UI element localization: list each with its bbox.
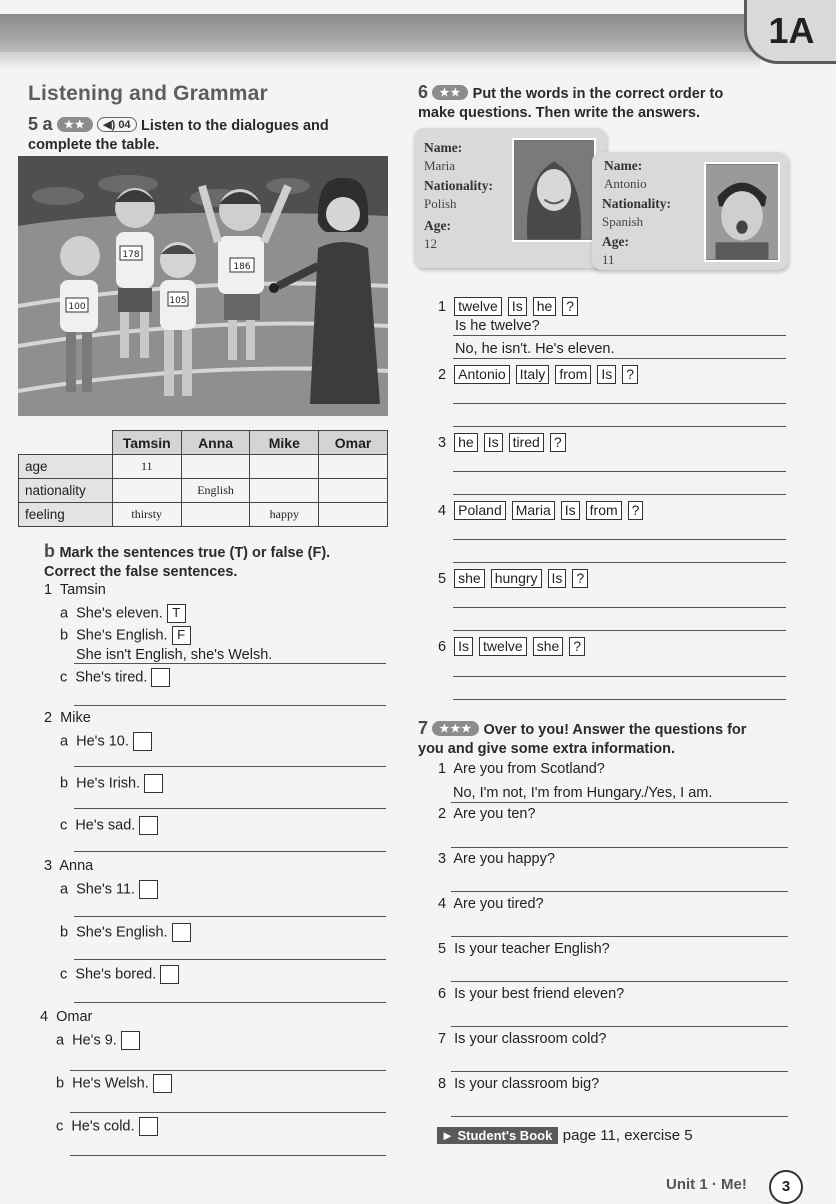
tf-item: b He's Welsh. — [56, 1074, 172, 1093]
answer-line[interactable] — [451, 1071, 788, 1072]
card-nationality: Polish — [424, 196, 457, 211]
word-chip[interactable]: she — [533, 637, 564, 656]
bib-186: 186 — [233, 262, 251, 272]
answer-line[interactable] — [74, 1002, 386, 1003]
answer-line[interactable] — [74, 808, 386, 809]
card-age: 11 — [602, 252, 615, 267]
answer-line[interactable] — [451, 802, 788, 803]
group-title: 4 Omar — [40, 1009, 93, 1025]
bib-100: 100 — [68, 302, 86, 312]
tf-checkbox[interactable] — [139, 816, 158, 835]
students-book-tag: ► Student's Book — [437, 1127, 558, 1144]
answer-line[interactable] — [451, 847, 788, 848]
ex7-question: 5 Is your teacher English? — [438, 941, 610, 957]
tf-checkbox[interactable] — [172, 923, 191, 942]
tf-checkbox[interactable]: T — [167, 604, 186, 623]
ex7-question: 8 Is your classroom big? — [438, 1076, 600, 1092]
word-chip[interactable]: Is — [548, 569, 567, 588]
tf-checkbox[interactable] — [160, 965, 179, 984]
ex6-item-1: 1 twelve Is he ? — [438, 297, 584, 316]
ex6-instruction: Put the words in the correct order to make questions. Then write the answers. — [418, 86, 724, 121]
ex5b-part: b — [44, 541, 55, 561]
answer-line[interactable] — [453, 358, 786, 359]
word-chip[interactable]: he — [454, 433, 478, 452]
ex7-question: 7 Is your classroom cold? — [438, 1031, 607, 1047]
answer-line[interactable] — [453, 539, 786, 540]
ex5-instruction: Listen to the dialogues and complete the table. — [28, 118, 329, 153]
ex7-question: 2 Are you ten? — [438, 806, 536, 822]
unit-badge: 1A — [744, 0, 836, 64]
answer-line[interactable] — [451, 1116, 788, 1117]
page-number: 3 — [769, 1170, 803, 1204]
profile-card-maria: Name: Maria Nationality: Polish Age: 12 — [414, 128, 606, 268]
ex6-item-4: 4 Poland Maria Is from ? — [438, 501, 649, 520]
table-header-cell: Omar — [319, 431, 388, 455]
ex6-short-answer: No, he isn't. He's eleven. — [455, 341, 615, 357]
audio-track-icon[interactable]: ◀) 04 — [97, 117, 136, 132]
row-label: nationality — [19, 479, 113, 503]
star-rating-icon: ★★ — [57, 117, 93, 132]
card-name: Maria — [424, 158, 456, 173]
header-shadow — [0, 52, 760, 70]
ex5-number: 5 — [28, 114, 39, 134]
ex7-question: 6 Is your best friend eleven? — [438, 986, 625, 1002]
card-name: Antonio — [604, 176, 647, 191]
bib-105: 105 — [169, 296, 187, 306]
word-chip[interactable]: ? — [550, 433, 566, 452]
tf-item: a She's eleven. T — [60, 604, 186, 623]
table-cell[interactable] — [112, 479, 181, 503]
word-chip[interactable]: ? — [569, 637, 585, 656]
card-nationality: Spanish — [602, 214, 644, 229]
word-chip[interactable]: Is — [597, 365, 616, 384]
answer-line[interactable] — [70, 1155, 386, 1156]
row-label: age — [19, 455, 113, 479]
ex7-question: 3 Are you happy? — [438, 851, 555, 867]
tf-item: a She's 11. — [60, 880, 158, 899]
tf-checkbox[interactable] — [139, 1117, 158, 1136]
word-chip[interactable]: Is — [508, 297, 527, 316]
antonio-photo — [704, 162, 780, 262]
word-chip[interactable]: ? — [572, 569, 588, 588]
table-cell[interactable]: 11 — [112, 455, 181, 479]
table-cell[interactable] — [319, 503, 388, 527]
tf-checkbox[interactable] — [144, 774, 163, 793]
answer-line[interactable] — [453, 403, 786, 404]
word-chip[interactable]: from — [555, 365, 591, 384]
table-row — [19, 455, 388, 479]
answer-line[interactable] — [74, 959, 386, 960]
table-cell[interactable] — [181, 503, 250, 527]
section-title: Listening and Grammar — [28, 82, 268, 105]
card-age: 12 — [424, 236, 437, 251]
ex7-number: 7 — [418, 718, 429, 738]
answer-line[interactable] — [451, 936, 788, 937]
ex5-part: a — [42, 114, 53, 134]
answer-line[interactable] — [451, 981, 788, 982]
answer-line[interactable] — [74, 766, 386, 767]
profile-card-antonio: Name: Antonio Nationality: Spanish Age: 11 — [592, 152, 788, 270]
correction-answer: She isn't English, she's Welsh. — [76, 647, 273, 663]
word-chip[interactable]: ? — [562, 297, 578, 316]
answer-line[interactable] — [451, 1026, 788, 1027]
answer-line[interactable] — [74, 851, 386, 852]
ex5b-instruction: Mark the sentences true (T) or false (F). Correct the false sentences. — [44, 545, 331, 580]
row-label: feeling — [19, 503, 113, 527]
tf-checkbox[interactable] — [151, 668, 170, 687]
group-title: 3 Anna — [44, 858, 94, 874]
word-chip[interactable]: Maria — [512, 501, 555, 520]
table-cell[interactable] — [319, 455, 388, 479]
word-chip[interactable]: twelve — [454, 297, 502, 316]
answer-line[interactable] — [453, 426, 786, 427]
ex7-question: 4 Are you tired? — [438, 896, 544, 912]
table-row — [19, 503, 388, 527]
ex5-table — [18, 430, 388, 527]
word-chip[interactable]: Italy — [516, 365, 550, 384]
tf-item: a He's 10. — [60, 732, 152, 751]
running-race-illustration — [18, 156, 388, 416]
table-cell[interactable]: English — [181, 479, 250, 503]
table-header-row — [19, 431, 388, 455]
word-chip[interactable]: Is — [484, 433, 503, 452]
star-rating-icon: ★★ — [432, 85, 468, 100]
tf-checkbox[interactable] — [133, 732, 152, 751]
answer-line[interactable] — [453, 335, 786, 336]
table-cell[interactable]: thirsty — [112, 503, 181, 527]
word-chip[interactable]: hungry — [491, 569, 542, 588]
answer-line[interactable] — [453, 630, 786, 631]
word-chip[interactable]: ? — [628, 501, 644, 520]
tf-item: b She's English. — [60, 923, 191, 942]
group-title: 2 Mike — [44, 710, 91, 726]
tf-item: a He's 9. — [56, 1031, 140, 1050]
answer-line[interactable] — [453, 699, 786, 700]
table-row — [19, 479, 388, 503]
answer-line[interactable] — [74, 916, 386, 917]
word-chip[interactable]: she — [454, 569, 485, 588]
word-chip[interactable]: Is — [561, 501, 580, 520]
answer-line[interactable] — [451, 891, 788, 892]
word-chip[interactable]: Antonio — [454, 365, 509, 384]
answer-line[interactable] — [74, 705, 386, 706]
table-cell[interactable] — [181, 455, 250, 479]
word-chip[interactable]: Is — [454, 637, 473, 656]
ex6-question-answer: Is he twelve? — [455, 318, 540, 334]
ex7-question: 1 Are you from Scotland? — [438, 761, 605, 777]
table-corner-cell — [19, 431, 113, 455]
audio-track-number: 04 — [118, 119, 131, 131]
star-rating-icon: ★★★ — [432, 721, 479, 736]
answer-line[interactable] — [453, 676, 786, 677]
ex6-item-6: 6 Is twelve she ? — [438, 637, 591, 656]
group-title: 1 Tamsin — [44, 582, 106, 598]
tf-item: c She's tired. — [60, 668, 170, 687]
table-cell[interactable] — [250, 479, 319, 503]
ex6-header — [418, 82, 763, 123]
answer-line[interactable] — [70, 1112, 386, 1113]
table-cell[interactable] — [250, 455, 319, 479]
answer-line[interactable] — [70, 1070, 386, 1071]
ex5b-header — [44, 541, 384, 582]
answer-line[interactable] — [74, 663, 386, 664]
tf-item: b He's Irish. — [60, 774, 163, 793]
ex7-answer: No, I'm not, I'm from Hungary./Yes, I am. — [453, 785, 713, 801]
ex5-header — [28, 114, 388, 155]
ex7-instruction: Over to you! Answer the questions for you and give some extra information. — [418, 722, 747, 757]
bib-178: 178 — [122, 250, 140, 260]
answer-line[interactable] — [453, 471, 786, 472]
students-book-page: page 11, exercise 5 — [562, 1127, 693, 1144]
students-book-reference — [437, 1127, 693, 1145]
word-chip[interactable]: from — [586, 501, 622, 520]
answer-line[interactable] — [453, 562, 786, 563]
tf-checkbox[interactable]: F — [172, 626, 191, 645]
word-chip[interactable]: tired — [509, 433, 544, 452]
ex6-item-3: 3 he Is tired ? — [438, 433, 572, 452]
table-header-cell: Tamsin — [112, 431, 181, 455]
word-chip[interactable]: he — [533, 297, 557, 316]
tf-checkbox[interactable] — [139, 880, 158, 899]
header-band — [0, 14, 836, 54]
word-chip[interactable]: ? — [622, 365, 638, 384]
answer-line[interactable] — [453, 607, 786, 608]
word-chip[interactable]: twelve — [479, 637, 527, 656]
tf-item: c He's sad. — [60, 816, 158, 835]
ex6-number: 6 — [418, 82, 429, 102]
tf-item: b She's English. F — [60, 626, 191, 645]
tf-item: c She's bored. — [60, 965, 179, 984]
footer-unit: Unit 1 · Me! — [666, 1176, 747, 1193]
table-cell[interactable] — [319, 479, 388, 503]
answer-line[interactable] — [453, 494, 786, 495]
table-cell[interactable]: happy — [250, 503, 319, 527]
tf-checkbox[interactable] — [121, 1031, 140, 1050]
tf-item: c He's cold. — [56, 1117, 158, 1136]
ex6-item-2: 2 Antonio Italy from Is ? — [438, 365, 644, 384]
maria-photo — [512, 138, 596, 242]
ex6-item-5: 5 she hungry Is ? — [438, 569, 594, 588]
tf-checkbox[interactable] — [153, 1074, 172, 1093]
ex7-header — [418, 718, 768, 759]
table-header-cell: Anna — [181, 431, 250, 455]
word-chip[interactable]: Poland — [454, 501, 506, 520]
table-header-cell: Mike — [250, 431, 319, 455]
